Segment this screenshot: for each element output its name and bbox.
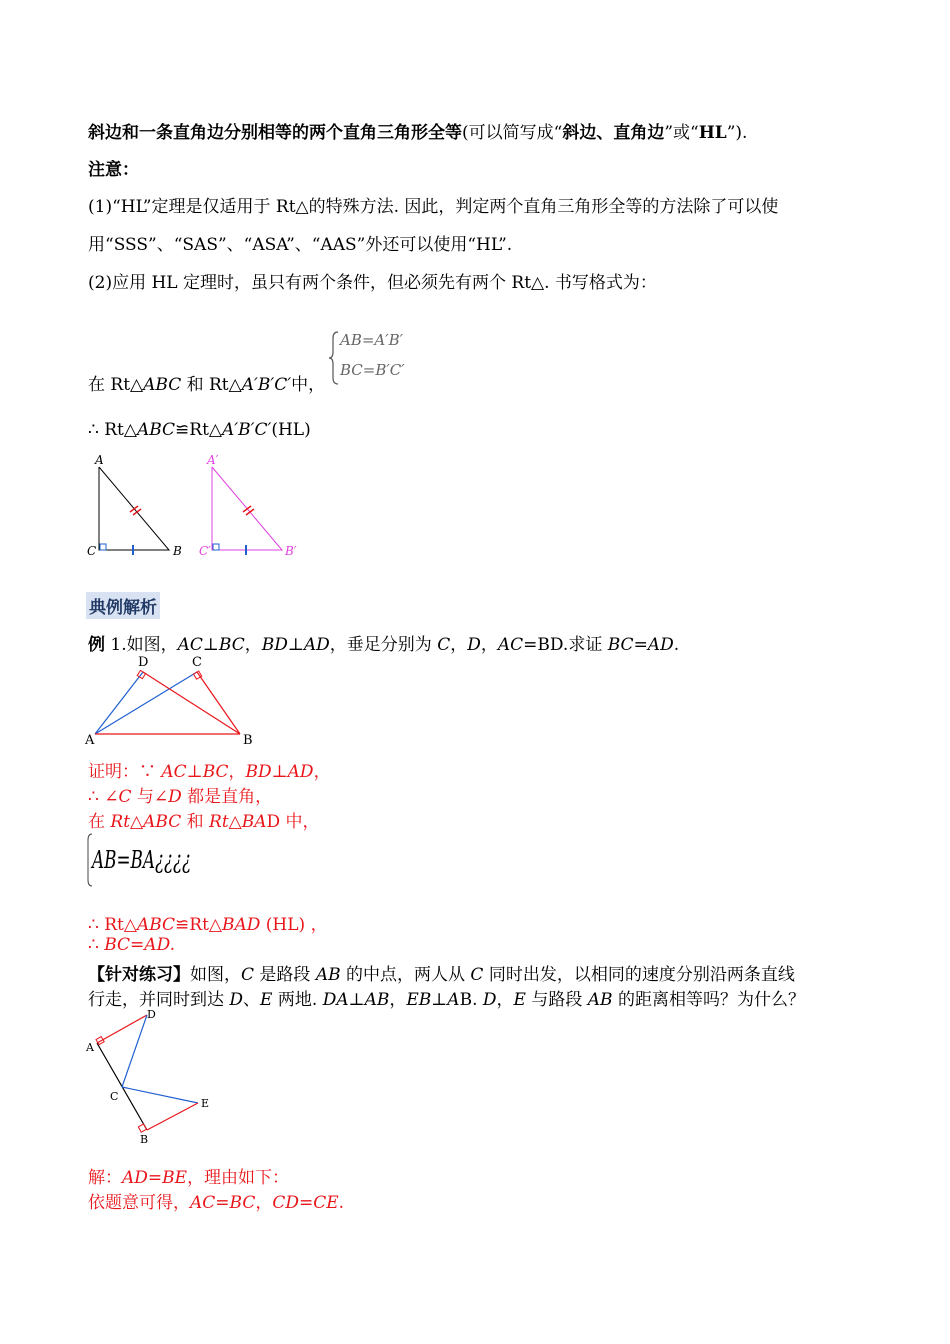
pf: 都是直角，: [181, 787, 273, 807]
pf: ≌Rt△: [175, 915, 222, 935]
note-item1-line1: (1)“HL”定理是仅适用于 Rt△的特殊方法. 因此，判定两个直角三角形全等的方法除了可以使: [88, 197, 779, 217]
example-label: 例: [88, 635, 105, 655]
fmt-in-suffix: 中，: [291, 375, 326, 395]
label-c: C: [87, 544, 97, 558]
ex-t: AC: [177, 635, 203, 655]
sol: CD=CE: [272, 1193, 339, 1213]
pf: Rt△BA: [209, 812, 267, 832]
sol: ，: [255, 1193, 273, 1213]
proof-line2: [88, 782, 272, 807]
hl-tail-3: ”).: [726, 123, 748, 143]
condition-2: BC=B′C′: [340, 361, 405, 379]
proof-conclusion: [88, 910, 328, 935]
pf: Rt△ABC: [110, 812, 182, 832]
hl-tail-2: ”或“: [664, 123, 699, 143]
pr: C: [470, 965, 484, 985]
label-b-prime: B′: [285, 544, 297, 558]
pf: BC=AD.: [104, 935, 175, 955]
ex-t: D.求证: [549, 635, 608, 655]
label-c: C: [192, 655, 202, 670]
ex-t: BC: [218, 635, 245, 655]
ex-text: 1.如图，: [105, 635, 178, 655]
pf: ，: [228, 762, 246, 782]
triangle-abc: [87, 453, 182, 558]
pr: DA: [322, 990, 349, 1010]
pr: AB: [315, 965, 341, 985]
sol: .: [338, 1193, 345, 1213]
ex-t: .: [673, 635, 680, 655]
pr: 如图，: [190, 965, 241, 985]
pf: 在: [88, 812, 111, 832]
pr: ，: [496, 990, 514, 1010]
pf: 与∠: [131, 787, 169, 807]
pf: BC: [202, 762, 229, 782]
format-conclusion: [88, 420, 311, 440]
ex-t: ，: [244, 635, 262, 655]
figure-hl-triangles: [85, 452, 315, 564]
ex-t: ，: [450, 635, 468, 655]
pr: AB: [587, 990, 613, 1010]
pr: 与路段: [525, 990, 588, 1010]
pf: 和: [181, 812, 210, 832]
sol: 解：: [88, 1168, 122, 1188]
ex-t: =B: [523, 635, 550, 655]
practice-label: 【针对练习】: [88, 965, 190, 985]
pf: ∴ ∠: [88, 787, 119, 807]
label-a: A: [86, 1041, 94, 1054]
pf: ∴ Rt△: [88, 915, 137, 935]
note-heading: 注意：: [88, 160, 139, 180]
label-a: A: [95, 453, 104, 467]
pf: BAD: [221, 915, 261, 935]
condition-1: AB=A′B′: [340, 331, 404, 349]
label-c: C: [110, 1090, 119, 1103]
practice-line1: [88, 960, 795, 985]
hl-abbr: 斜边、直角边: [562, 123, 665, 143]
garbled-text: AB=BA¿¿¿¿: [92, 846, 192, 874]
pr: A: [447, 990, 460, 1010]
solution-line1: [88, 1163, 289, 1188]
pf: ∴: [88, 935, 105, 955]
hl-theorem-statement: [88, 118, 747, 143]
pr: E: [513, 990, 526, 1010]
label-b: B: [140, 1133, 149, 1146]
pr: D: [482, 990, 497, 1010]
label-d: D: [147, 1008, 156, 1021]
sol: AD=BE: [122, 1168, 188, 1188]
label-a-prime: A′: [207, 453, 219, 467]
ex-t: ⊥: [287, 635, 304, 655]
hl-tail-1: (可以简写成“: [462, 123, 563, 143]
pr: 、: [243, 990, 261, 1010]
section-banner: 典例解析: [86, 592, 160, 619]
pr: ⊥: [431, 990, 448, 1010]
figure-practice: [80, 1005, 220, 1150]
pr: AB: [364, 990, 390, 1010]
ex-t: AC: [497, 635, 524, 655]
sol: AC=BC: [190, 1193, 256, 1213]
label-c-prime: C′: [199, 544, 211, 558]
hl-abbr-hl: HL: [698, 123, 727, 143]
pr: D: [229, 990, 244, 1010]
pf: ，: [313, 762, 331, 782]
fmt-in-prefix: 在 Rt△: [88, 375, 144, 395]
ex-t: AD: [303, 635, 330, 655]
proof-final: [88, 935, 175, 955]
ex-t: ⊥: [202, 635, 219, 655]
note-item2: (2)应用 HL 定理时，虽只有两个条件，但必须先有两个 Rt△. 书写格式为：: [88, 273, 657, 293]
pf: D: [168, 787, 182, 807]
pf: ABC: [136, 915, 176, 935]
fmt-concl-cong: ≌Rt△: [175, 420, 222, 440]
pr: 同时出发，以相同的速度分别沿两条直线: [483, 965, 795, 985]
ex-t: C: [437, 635, 451, 655]
note-item1-line2: 用“SSS”、“SAS”、“ASA”、“AAS”外还可以使用“HL”.: [88, 235, 513, 255]
ex-t: ，垂足分别为: [329, 635, 438, 655]
triangle-a-prime: [199, 453, 297, 558]
pr: C: [241, 965, 255, 985]
pr: EB: [406, 990, 432, 1010]
fmt-tri1: ABC: [143, 375, 182, 395]
fmt-concl-prefix: ∴ Rt△: [88, 420, 137, 440]
pr: B.: [459, 990, 483, 1010]
pf: C: [118, 787, 132, 807]
ex-t: BC=AD: [607, 635, 674, 655]
pr: ，: [389, 990, 407, 1010]
pf: BD: [245, 762, 272, 782]
hl-statement-bold: 斜边和一条直角边分别相等的两个直角三角形全等: [88, 123, 462, 143]
pr: ⊥: [348, 990, 365, 1010]
figure-example1: [80, 652, 270, 752]
pf: 证明：∵: [88, 762, 162, 782]
garbled-formula: [86, 832, 196, 888]
fmt-concl-tri2: A′B′C′: [221, 420, 272, 440]
ex-t: D: [467, 635, 481, 655]
pf: ⊥: [186, 762, 203, 782]
label-b: B: [173, 544, 182, 558]
pr: 两地.: [272, 990, 323, 1010]
label-e: E: [201, 1097, 210, 1110]
pr: E: [260, 990, 273, 1010]
proof-line3: [88, 807, 320, 832]
fmt-concl-suffix: (HL): [271, 420, 311, 440]
label-a: A: [85, 733, 95, 748]
pr: 行走，并同时到达: [88, 990, 230, 1010]
sol: 依题意可得，: [88, 1193, 190, 1213]
ex-t: ，: [480, 635, 498, 655]
solution-line2: [88, 1188, 344, 1213]
fmt-and: 和 Rt△: [181, 375, 242, 395]
format-in-line: [88, 370, 325, 395]
pf: (HL) ，: [260, 915, 328, 935]
pr: 是路段: [254, 965, 316, 985]
proof-line1: [88, 757, 331, 782]
pf: AD: [287, 762, 314, 782]
pf: AC: [161, 762, 187, 782]
fmt-tri2: A′B′C′: [241, 375, 292, 395]
label-b: B: [243, 733, 253, 748]
pr: 的中点，两人从: [340, 965, 471, 985]
ex-t: BD: [261, 635, 288, 655]
pf: ⊥: [271, 762, 288, 782]
condition-brace: [328, 328, 448, 388]
pr: 的距离相等吗？为什么？: [612, 990, 805, 1010]
sol: ，理由如下：: [187, 1168, 290, 1188]
fmt-concl-tri1: ABC: [136, 420, 176, 440]
pf: D 中，: [266, 812, 320, 832]
label-d: D: [138, 655, 149, 670]
